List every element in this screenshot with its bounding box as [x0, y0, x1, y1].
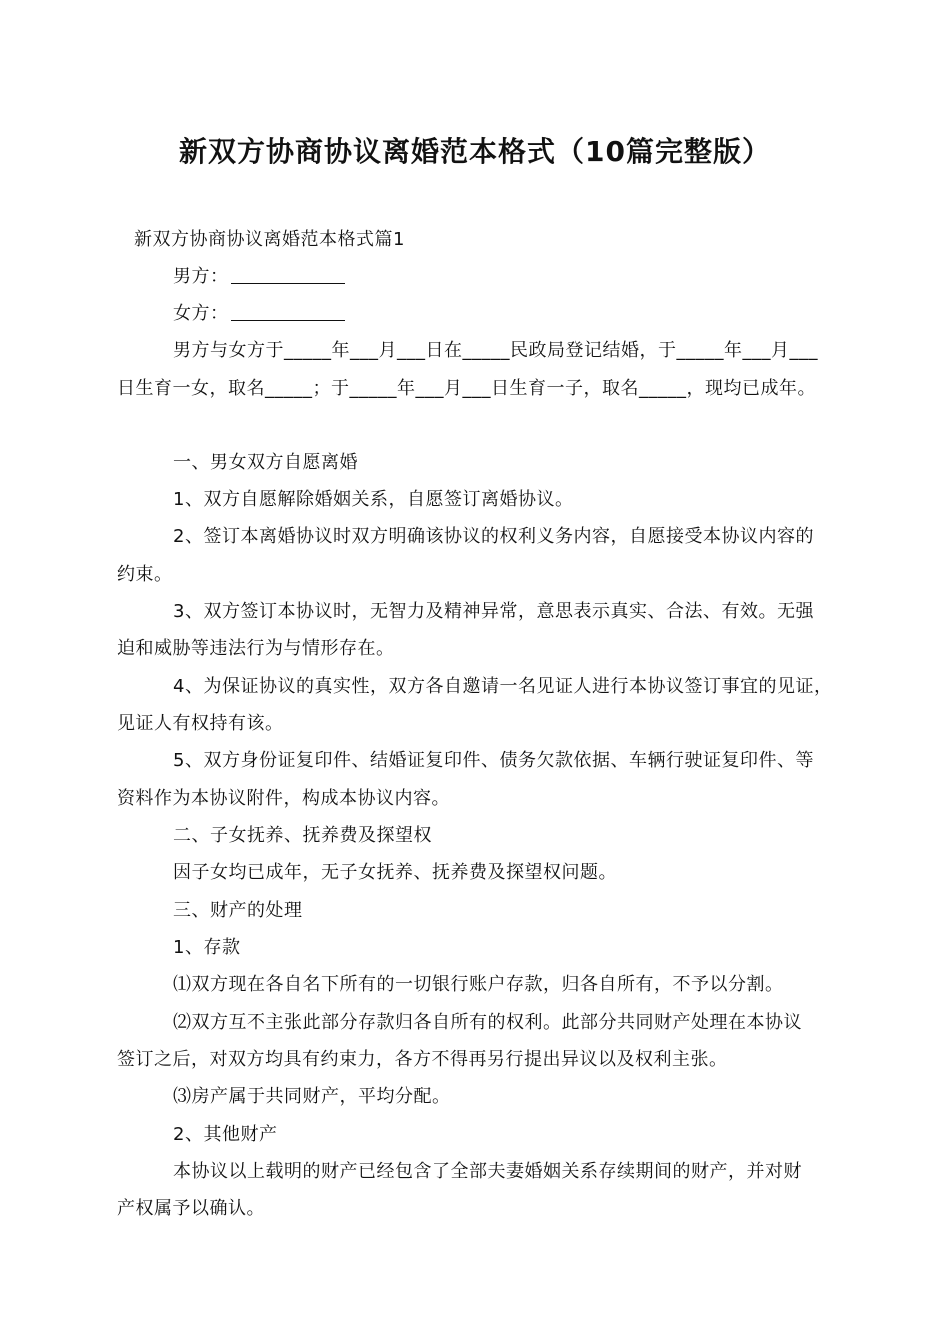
- section-heading: 一、男女双方自愿离婚: [173, 452, 358, 473]
- section-subtitle: 新双方协商协议离婚范本格式篇1: [134, 229, 405, 250]
- paragraph-line: 见证人有权持有该。: [117, 713, 284, 734]
- paragraph-line: 签订之后，对双方均具有约束力，各方不得再另行提出异议以及权利主张。: [117, 1049, 728, 1070]
- paragraph-line: 日生育一女，取名_____；于_____年___月___日生育一子，取名_____，现均已成年。: [117, 378, 816, 399]
- section-heading: 三、财产的处理: [173, 900, 303, 921]
- paragraph-line: ⑶房产属于共同财产，平均分配。: [173, 1086, 451, 1107]
- male-blank-line: [231, 265, 345, 284]
- document-title: 新双方协商协议离婚范本格式（10篇完整版）: [179, 135, 771, 168]
- paragraph-line: 本协议以上载明的财产已经包含了全部夫妻婚姻关系存续期间的财产，并对财: [173, 1161, 802, 1182]
- paragraph-line: 1、双方自愿解除婚姻关系，自愿签订离婚协议。: [173, 489, 574, 510]
- section-heading: 二、子女抚养、抚养费及探望权: [173, 825, 432, 846]
- paragraph-line: 3、双方签订本协议时，无智力及精神异常，意思表示真实、合法、有效。无强: [173, 601, 814, 622]
- paragraph-line: ⑵双方互不主张此部分存款归各自所有的权利。此部分共同财产处理在本协议: [173, 1012, 802, 1033]
- male-label: 男方：: [173, 266, 229, 287]
- female-field: [173, 301, 345, 327]
- paragraph-line: 产权属予以确认。: [117, 1198, 265, 1219]
- paragraph-line: 5、双方身份证复印件、结婚证复印件、债务欠款依据、车辆行驶证复印件、等: [173, 750, 814, 771]
- paragraph-line: 迫和威胁等违法行为与情形存在。: [117, 638, 395, 659]
- paragraph-line: ⑴双方现在各自名下所有的一切银行账户存款，归各自所有，不予以分割。: [173, 974, 784, 995]
- subsection-heading: 1、存款: [173, 937, 241, 958]
- male-field: [173, 264, 345, 290]
- paragraph-line: 男方与女方于_____年___月___日在_____民政局登记结婚，于_____年___月___: [173, 340, 818, 361]
- paragraph-line: 因子女均已成年，无子女抚养、抚养费及探望权问题。: [173, 862, 617, 883]
- paragraph-line: 2、签订本离婚协议时双方明确该协议的权利义务内容，自愿接受本协议内容的: [173, 526, 814, 547]
- paragraph-line: 4、为保证协议的真实性，双方各自邀请一名见证人进行本协议签订事宜的见证，: [173, 676, 833, 697]
- paragraph-line: 约束。: [117, 564, 173, 585]
- female-label: 女方：: [173, 303, 229, 324]
- female-blank-line: [231, 302, 345, 321]
- subsection-heading: 2、其他财产: [173, 1124, 278, 1145]
- paragraph-line: 资料作为本协议附件，构成本协议内容。: [117, 788, 450, 809]
